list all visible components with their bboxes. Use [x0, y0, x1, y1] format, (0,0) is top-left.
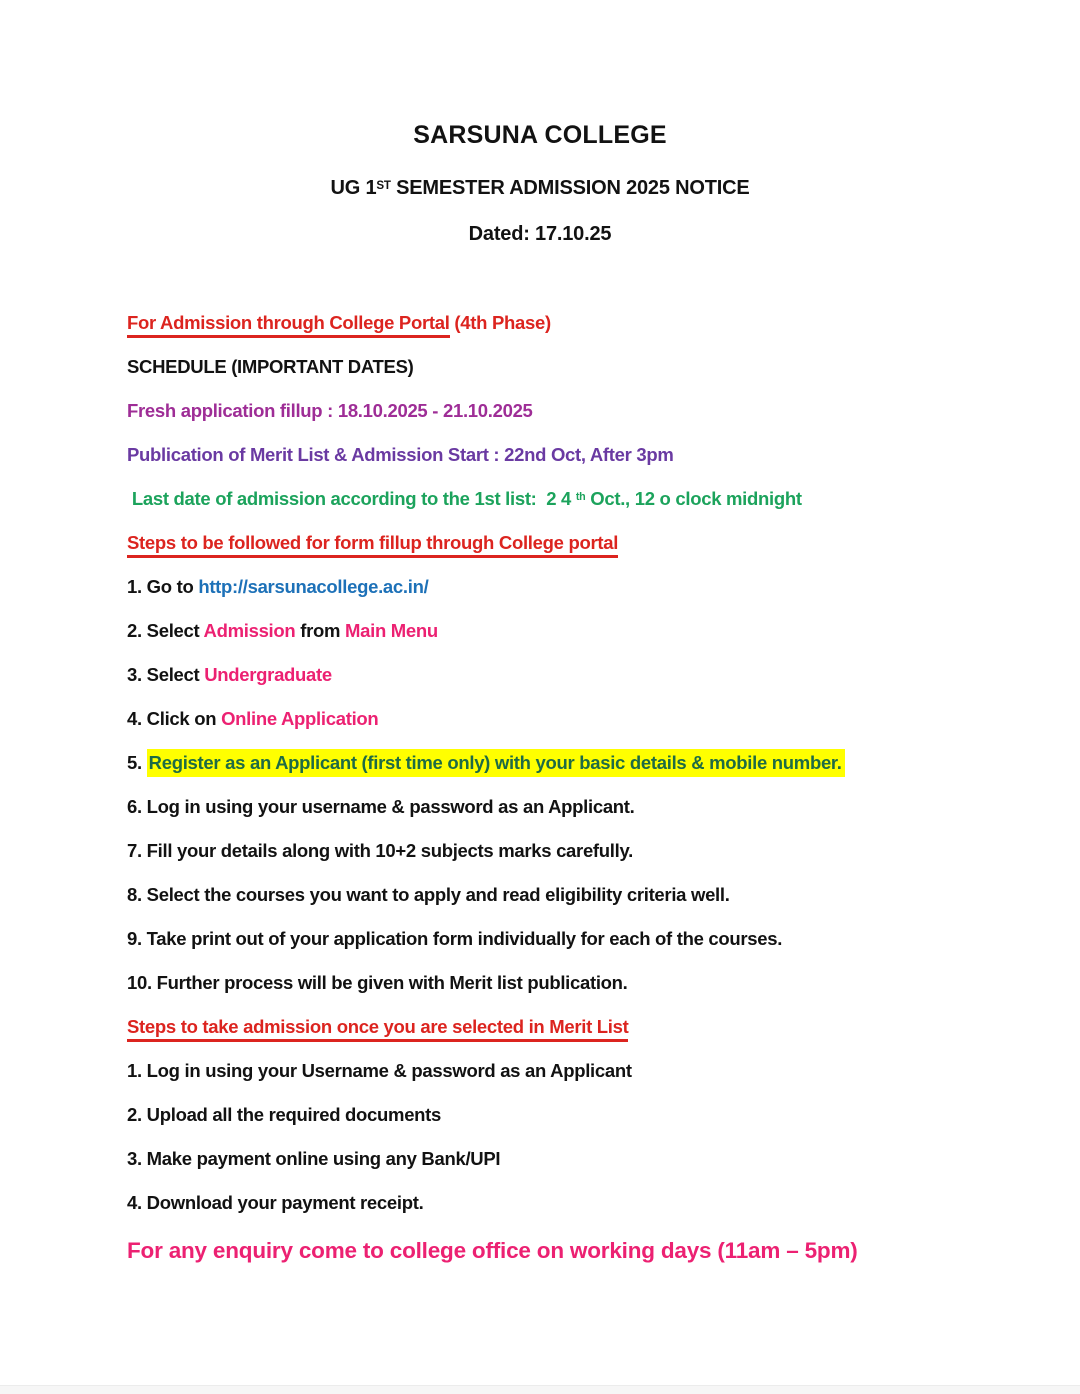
form-step-4: [127, 709, 960, 728]
admission-steps-heading: [127, 1017, 960, 1036]
schedule-heading: SCHEDULE (IMPORTANT DATES): [127, 356, 414, 377]
form-step-2-text: 2. Select: [127, 620, 204, 641]
form-step-2-menu-main-menu: Main Menu: [345, 620, 438, 641]
schedule-merit-list: Publication of Merit List & Admission Start : 22nd Oct, After 3pm: [127, 444, 674, 465]
admission-step-1: 1. Log in using your Username & password as an Applicant: [127, 1060, 632, 1081]
admission-step-4: 4. Download your payment receipt.: [127, 1192, 424, 1213]
enquiry-note: For any enquiry come to college office on working days (11am – 5pm): [127, 1238, 858, 1263]
college-portal-link[interactable]: http://sarsunacollege.ac.in/: [198, 576, 429, 597]
form-step-5-number: 5.: [127, 752, 147, 773]
form-step-3: [127, 665, 960, 684]
form-step-3-menu-undergraduate: Undergraduate: [204, 664, 332, 685]
college-name: SARSUNA COLLEGE: [413, 121, 667, 149]
form-step-7: 7. Fill your details along with 10+2 subjects marks carefully.: [127, 840, 633, 861]
form-step-1: [127, 577, 960, 596]
phase-heading-rest: (4th Phase): [449, 312, 551, 333]
form-step-5-highlighted-text: Register as an Applicant (first time only) with your basic details & mobile number.: [147, 749, 845, 777]
form-step-9: 9. Take print out of your application form individually for each of the courses.: [127, 928, 783, 949]
notice-title-superscript: ST: [376, 178, 391, 192]
schedule-last-date-pre: Last date of admission according to the 1st list: 2 4: [127, 488, 576, 509]
schedule-last-date-superscript: th: [575, 491, 586, 504]
form-step-4-text: 4. Click on: [127, 708, 222, 729]
form-step-3-text: 3. Select: [127, 664, 205, 685]
schedule-fresh-application: Fresh application fillup : 18.10.2025 - 21.10.2025: [127, 400, 533, 421]
form-step-6: 6. Log in using your username & password as an Applicant.: [127, 796, 635, 817]
phase-heading-underlined: For Admission through College Portal: [127, 312, 450, 338]
admission-step-3: 3. Make payment online using any Bank/UPI: [127, 1148, 501, 1169]
form-step-5: [127, 753, 960, 772]
notice-title-pre: UG 1: [330, 177, 377, 199]
admission-step-2: 2. Upload all the required documents: [127, 1104, 442, 1125]
form-step-2-mid: from: [295, 620, 345, 641]
form-steps-heading: [127, 533, 960, 552]
schedule-last-date: [127, 489, 960, 508]
form-step-2: [127, 621, 960, 640]
page-bottom-edge: [0, 1385, 1080, 1394]
form-step-10: 10. Further process will be given with Merit list publication.: [127, 972, 628, 993]
form-step-4-menu-online-application: Online Application: [221, 708, 379, 729]
admission-steps-heading-text: Steps to take admission once you are selected in Merit List: [127, 1016, 628, 1042]
phase-heading: [127, 313, 960, 332]
notice-title-post: SEMESTER ADMISSION 2025 NOTICE: [390, 177, 750, 199]
form-step-2-menu-admission: Admission: [203, 620, 296, 641]
dated-line: Dated: 17.10.25: [468, 223, 612, 245]
form-step-8: 8. Select the courses you want to apply and read eligibility criteria well.: [127, 884, 730, 905]
form-step-1-text: 1. Go to: [127, 576, 199, 597]
form-steps-heading-text: Steps to be followed for form fillup through College portal: [127, 532, 618, 558]
schedule-last-date-post: Oct., 12 o clock midnight: [585, 488, 802, 509]
notice-title: [0, 177, 1080, 200]
notice-body: [0, 313, 1080, 1263]
